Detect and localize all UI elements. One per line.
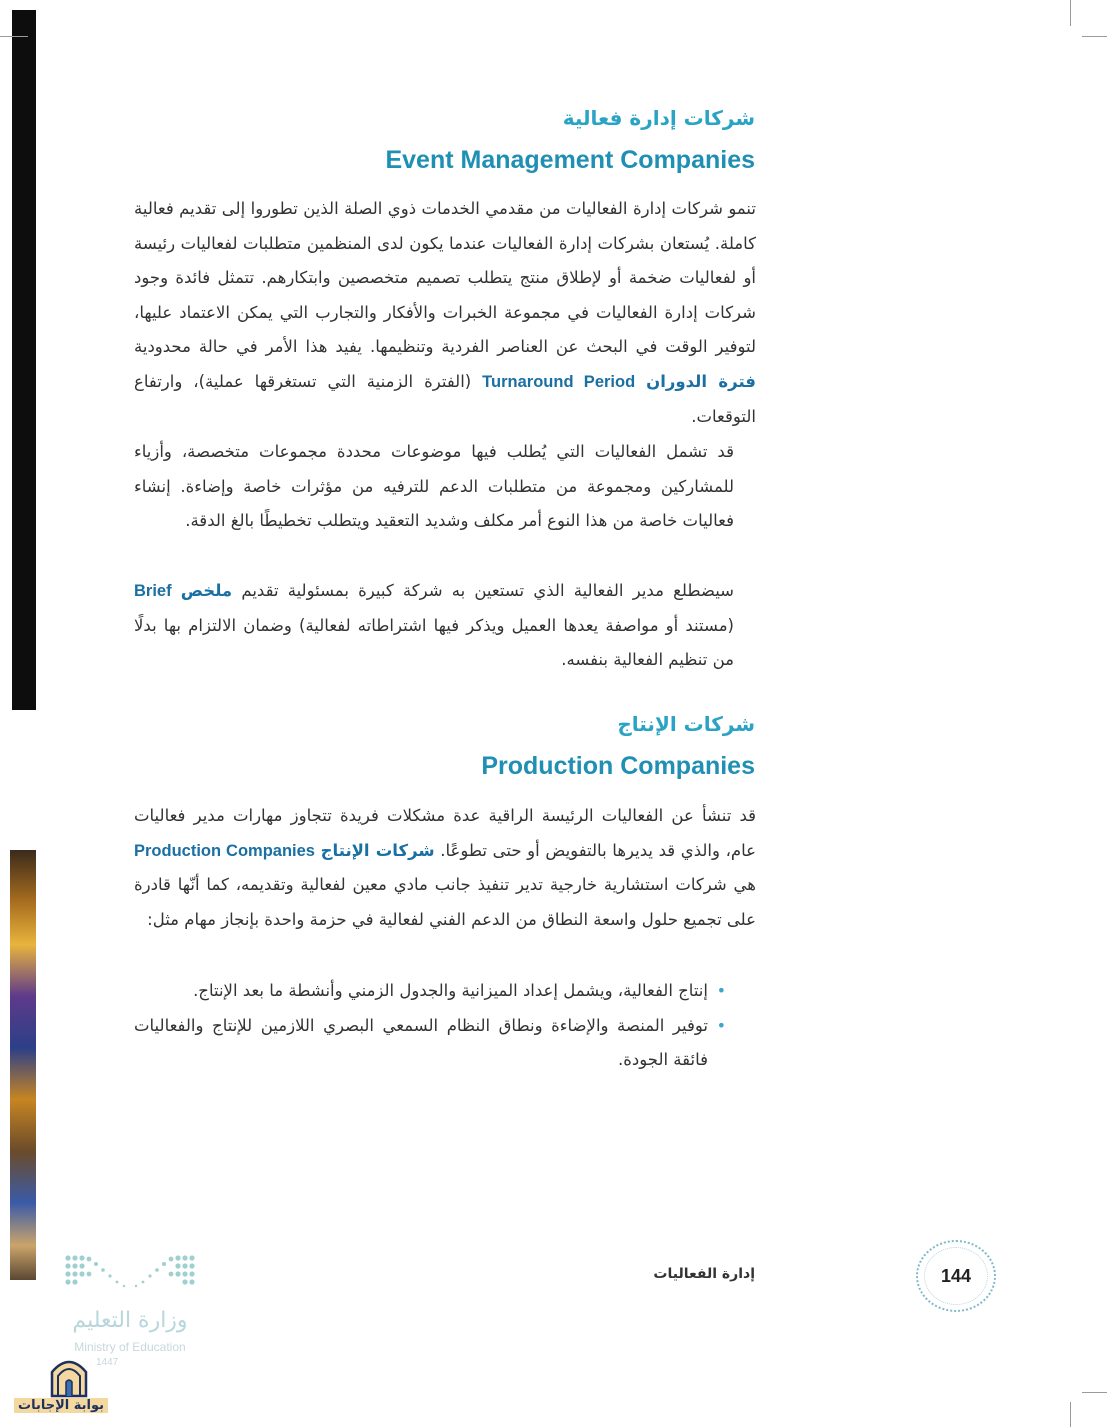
term-arabic: ملخص: [180, 581, 233, 600]
page-number-ring: [924, 1247, 988, 1305]
ministry-logo-icon: [60, 1252, 200, 1302]
paragraph: [134, 574, 756, 678]
paragraph-text: (الفترة الزمنية التي تستغرقها عملية)، وارتفاع التوقعات.: [134, 371, 756, 426]
section-title-english: Production Companies: [481, 752, 755, 780]
paragraph: [134, 192, 756, 434]
paragraph: [134, 435, 756, 539]
term-english: Production Companies: [134, 841, 315, 860]
paragraph-text: تنمو شركات إدارة الفعاليات من مقدمي الخدمات ذوي الصلة الذين تطوروا إلى تقديم فعالية كاملة. يُستعان بشركات إدارة الفعاليات عندما يكون لدى المنظمين متطلبات لفعاليات رئيسة أو لفعاليات ضخمة أو لإطلاق منتج يتطلب تصميم متخصصين وابتكارهم. تتمثل فائدة وجود شركات إدارة الفعاليات في مجموعة الخبرات والأفكار والتجارب التي يمكن الاعتماد عليها، لتوفير الوقت في البحث عن العناصر الفردية وتنظيمها. يفيد هذا الأمر في حالة محدودية: [134, 199, 756, 357]
ministry-name-arabic: وزارة التعليم: [72, 1308, 188, 1333]
term-english: Turnaround Period: [482, 372, 636, 391]
crop-mark: [1082, 1392, 1107, 1393]
term-arabic: فترة الدوران: [646, 371, 756, 391]
list-item-text: توفير المنصة والإضاءة ونطاق النظام السمعي البصري اللازمين للإنتاج والفعاليات فائقة الجودة.: [134, 1015, 708, 1070]
bullet-list: [134, 974, 756, 1078]
building-dome-icon: [44, 1350, 94, 1400]
crop-mark: [1070, 0, 1071, 26]
page-edge-strip: [12, 10, 36, 710]
footer-book-title: إدارة الفعاليات: [653, 1266, 755, 1282]
crop-mark: [1070, 1402, 1071, 1427]
paragraph: [134, 799, 756, 937]
term-english: Brief: [134, 582, 172, 600]
paragraph-text: قد تشمل الفعاليات التي يُطلب فيها موضوعات محددة مجموعات متخصصة، وأزياء للمشاركين ومجموعة من متطلبات الدعم للترفيه من مؤثرات خاصة وإضاءة. إنشاء فعاليات خاصة من هذا النوع أمر مكلف وشديد التعقيد ويتطلب تخطيطًا بالغ الدقة.: [134, 442, 734, 531]
section-title-arabic: شركات إدارة فعالية: [562, 106, 755, 130]
page-number-badge: [916, 1240, 996, 1312]
paragraph-text: سيضطلع مدير الفعالية الذي تستعين به شركة كبيرة بمسئولية تقديم: [241, 581, 735, 600]
ministry-name-english: Ministry of Education: [74, 1340, 186, 1354]
ministry-year: 1447: [96, 1357, 119, 1368]
section-title-english: Event Management Companies: [385, 146, 755, 174]
section-title-arabic: شركات الإنتاج: [617, 712, 755, 736]
list-item: [134, 974, 756, 1009]
bullet-icon: •: [716, 981, 726, 1000]
list-item-text: إنتاج الفعالية، ويشمل إعداد الميزانية والجدول الزمني وأنشطة ما بعد الإنتاج.: [193, 981, 708, 1000]
watermark-text: بوابة الإجابات: [14, 1398, 108, 1413]
page-edge-photo: [10, 850, 36, 1280]
paragraph-text: هي شركات استشارية خارجية تدير تنفيذ جانب مادي معين لفعالية وتقديمه، كما أنّها قادرة على تجميع حلول واسعة النطاق من الدعم الفني لفعالية في حزمة واحدة بإنجاز مهام مثل:: [134, 875, 756, 929]
bullet-icon: •: [716, 1015, 726, 1035]
page-number: 144: [940, 1265, 972, 1286]
crop-mark: [0, 36, 28, 37]
paragraph-text: قد تنشأ عن الفعاليات الرئيسة الراقية عدة مشكلات فريدة تتجاوز مهارات مدير فعاليات عام، والذي قد يديرها بالتفويض أو حتى تطوعًا.: [134, 806, 756, 860]
list-item: [134, 1009, 756, 1078]
crop-mark: [1082, 36, 1107, 37]
term-arabic: شركات الإنتاج: [320, 840, 435, 860]
paragraph-text: (مستند أو مواصفة يعدها العميل ويذكر فيها اشتراطاته لفعالية) وضمان الالتزام بها بدلًا من تنظيم الفعالية بنفسه.: [134, 615, 734, 670]
